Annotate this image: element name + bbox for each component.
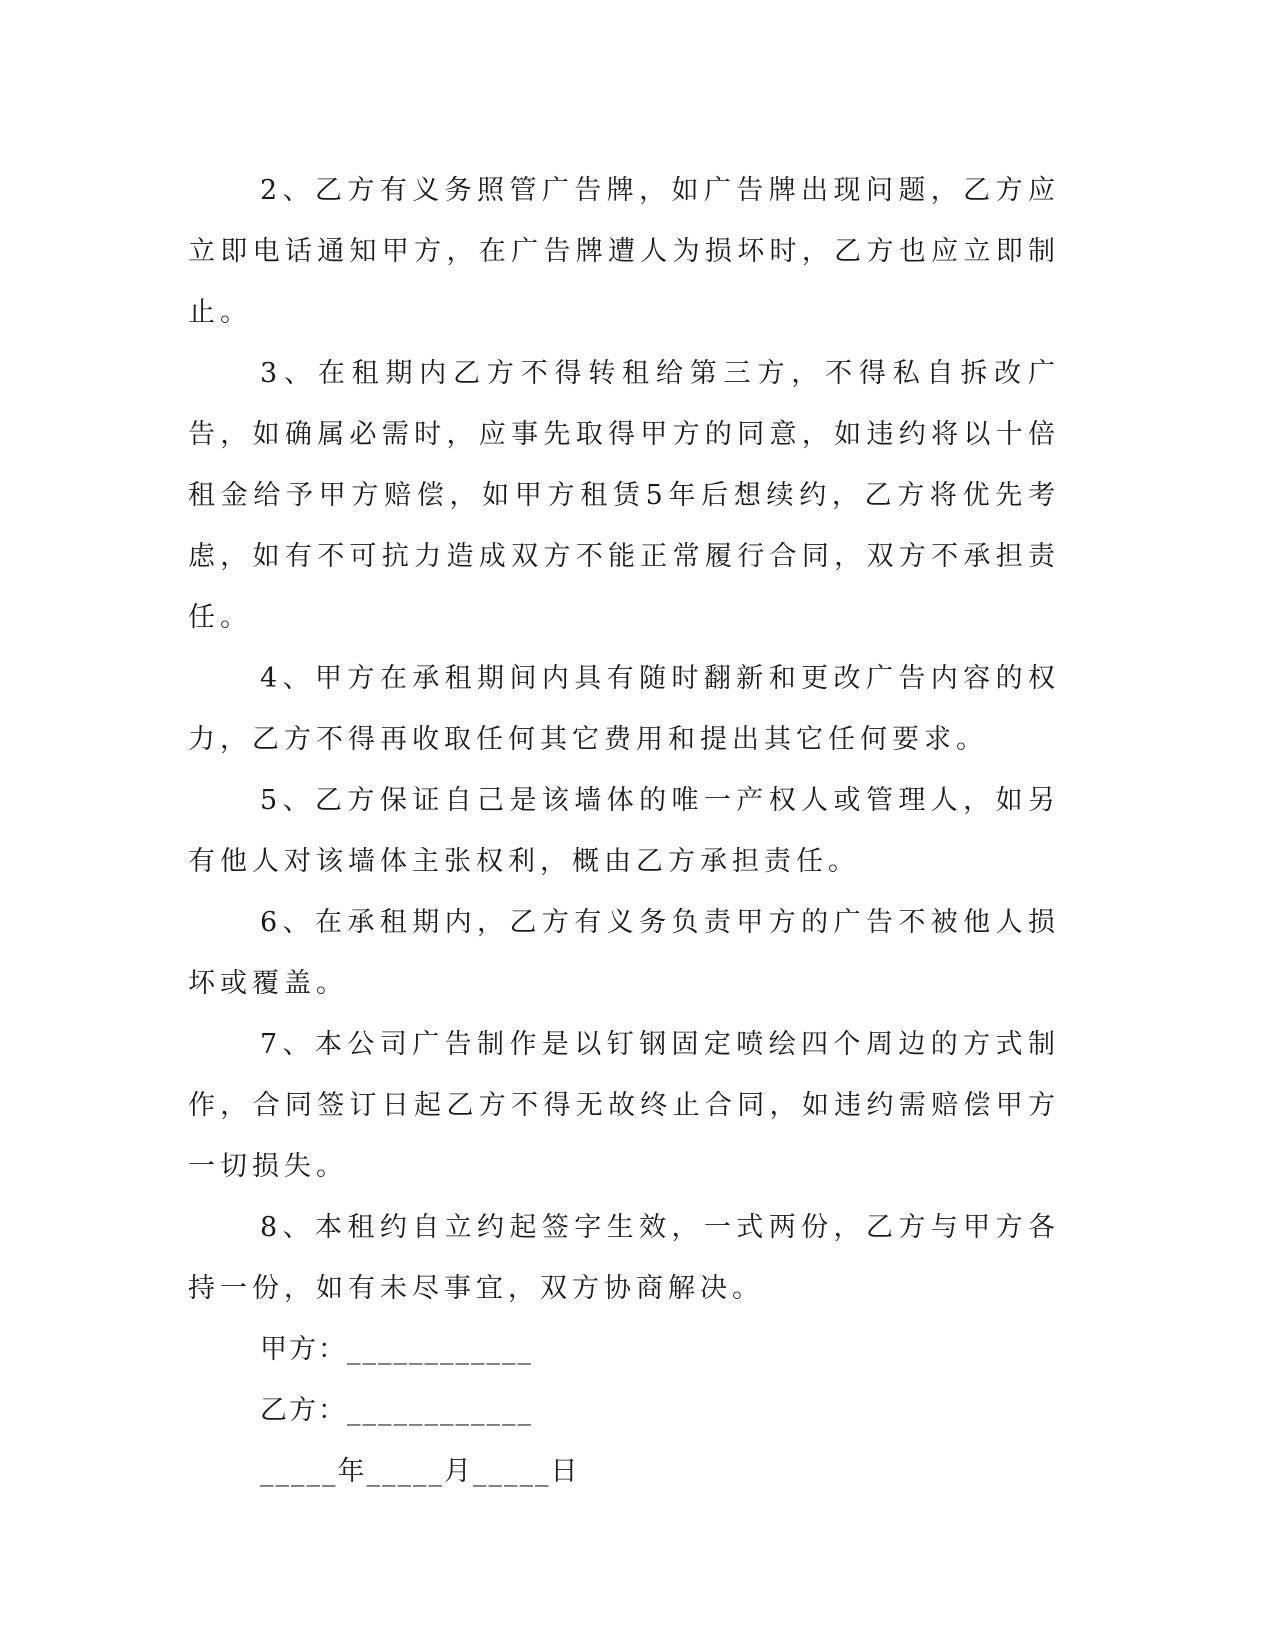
clause-8: 8、本租约自立约起签字生效，一式两份，乙方与甲方各持一份，如有未尽事宜，双方协商解决。 bbox=[188, 1212, 1060, 1304]
clause-4: 4、甲方在承租期间内具有随时翻新和更改广告内容的权力，乙方不得再收取任何其它费用和提出其它任何要求。 bbox=[188, 663, 1060, 755]
clause-7: 7、本公司广告制作是以钉钢固定喷绘四个周边的方式制作，合同签订日起乙方不得无故终止合同，如违约需赔偿甲方一切损失。 bbox=[188, 1029, 1060, 1182]
clause-2: 2、乙方有义务照管广告牌，如广告牌出现问题，乙方应立即电话通知甲方，在广告牌遭人为损坏时，乙方也应立即制止。 bbox=[188, 175, 1060, 328]
clause-5: 5、乙方保证自己是该墙体的唯一产权人或管理人，如另有他人对该墙体主张权利，概由乙方承担责任。 bbox=[188, 785, 1060, 877]
contract-body bbox=[188, 160, 1060, 1502]
clause-6: 6、在承租期内，乙方有义务负责甲方的广告不被他人损坏或覆盖。 bbox=[188, 907, 1060, 999]
date-line: _____年_____月_____日 bbox=[260, 1456, 580, 1487]
clause-3: 3、在租期内乙方不得转租给第三方，不得私自拆改广告，如确属必需时，应事先取得甲方的同意，如违约将以十倍租金给予甲方赔偿，如甲方租赁5年后想续约，乙方将优先考虑，如有不可抗力造成双方不能正常履行合同，双方不承担责任。 bbox=[188, 358, 1060, 633]
party-b-signature-line: 乙方：____________ bbox=[260, 1395, 533, 1426]
party-a-signature-line: 甲方：____________ bbox=[260, 1334, 533, 1365]
